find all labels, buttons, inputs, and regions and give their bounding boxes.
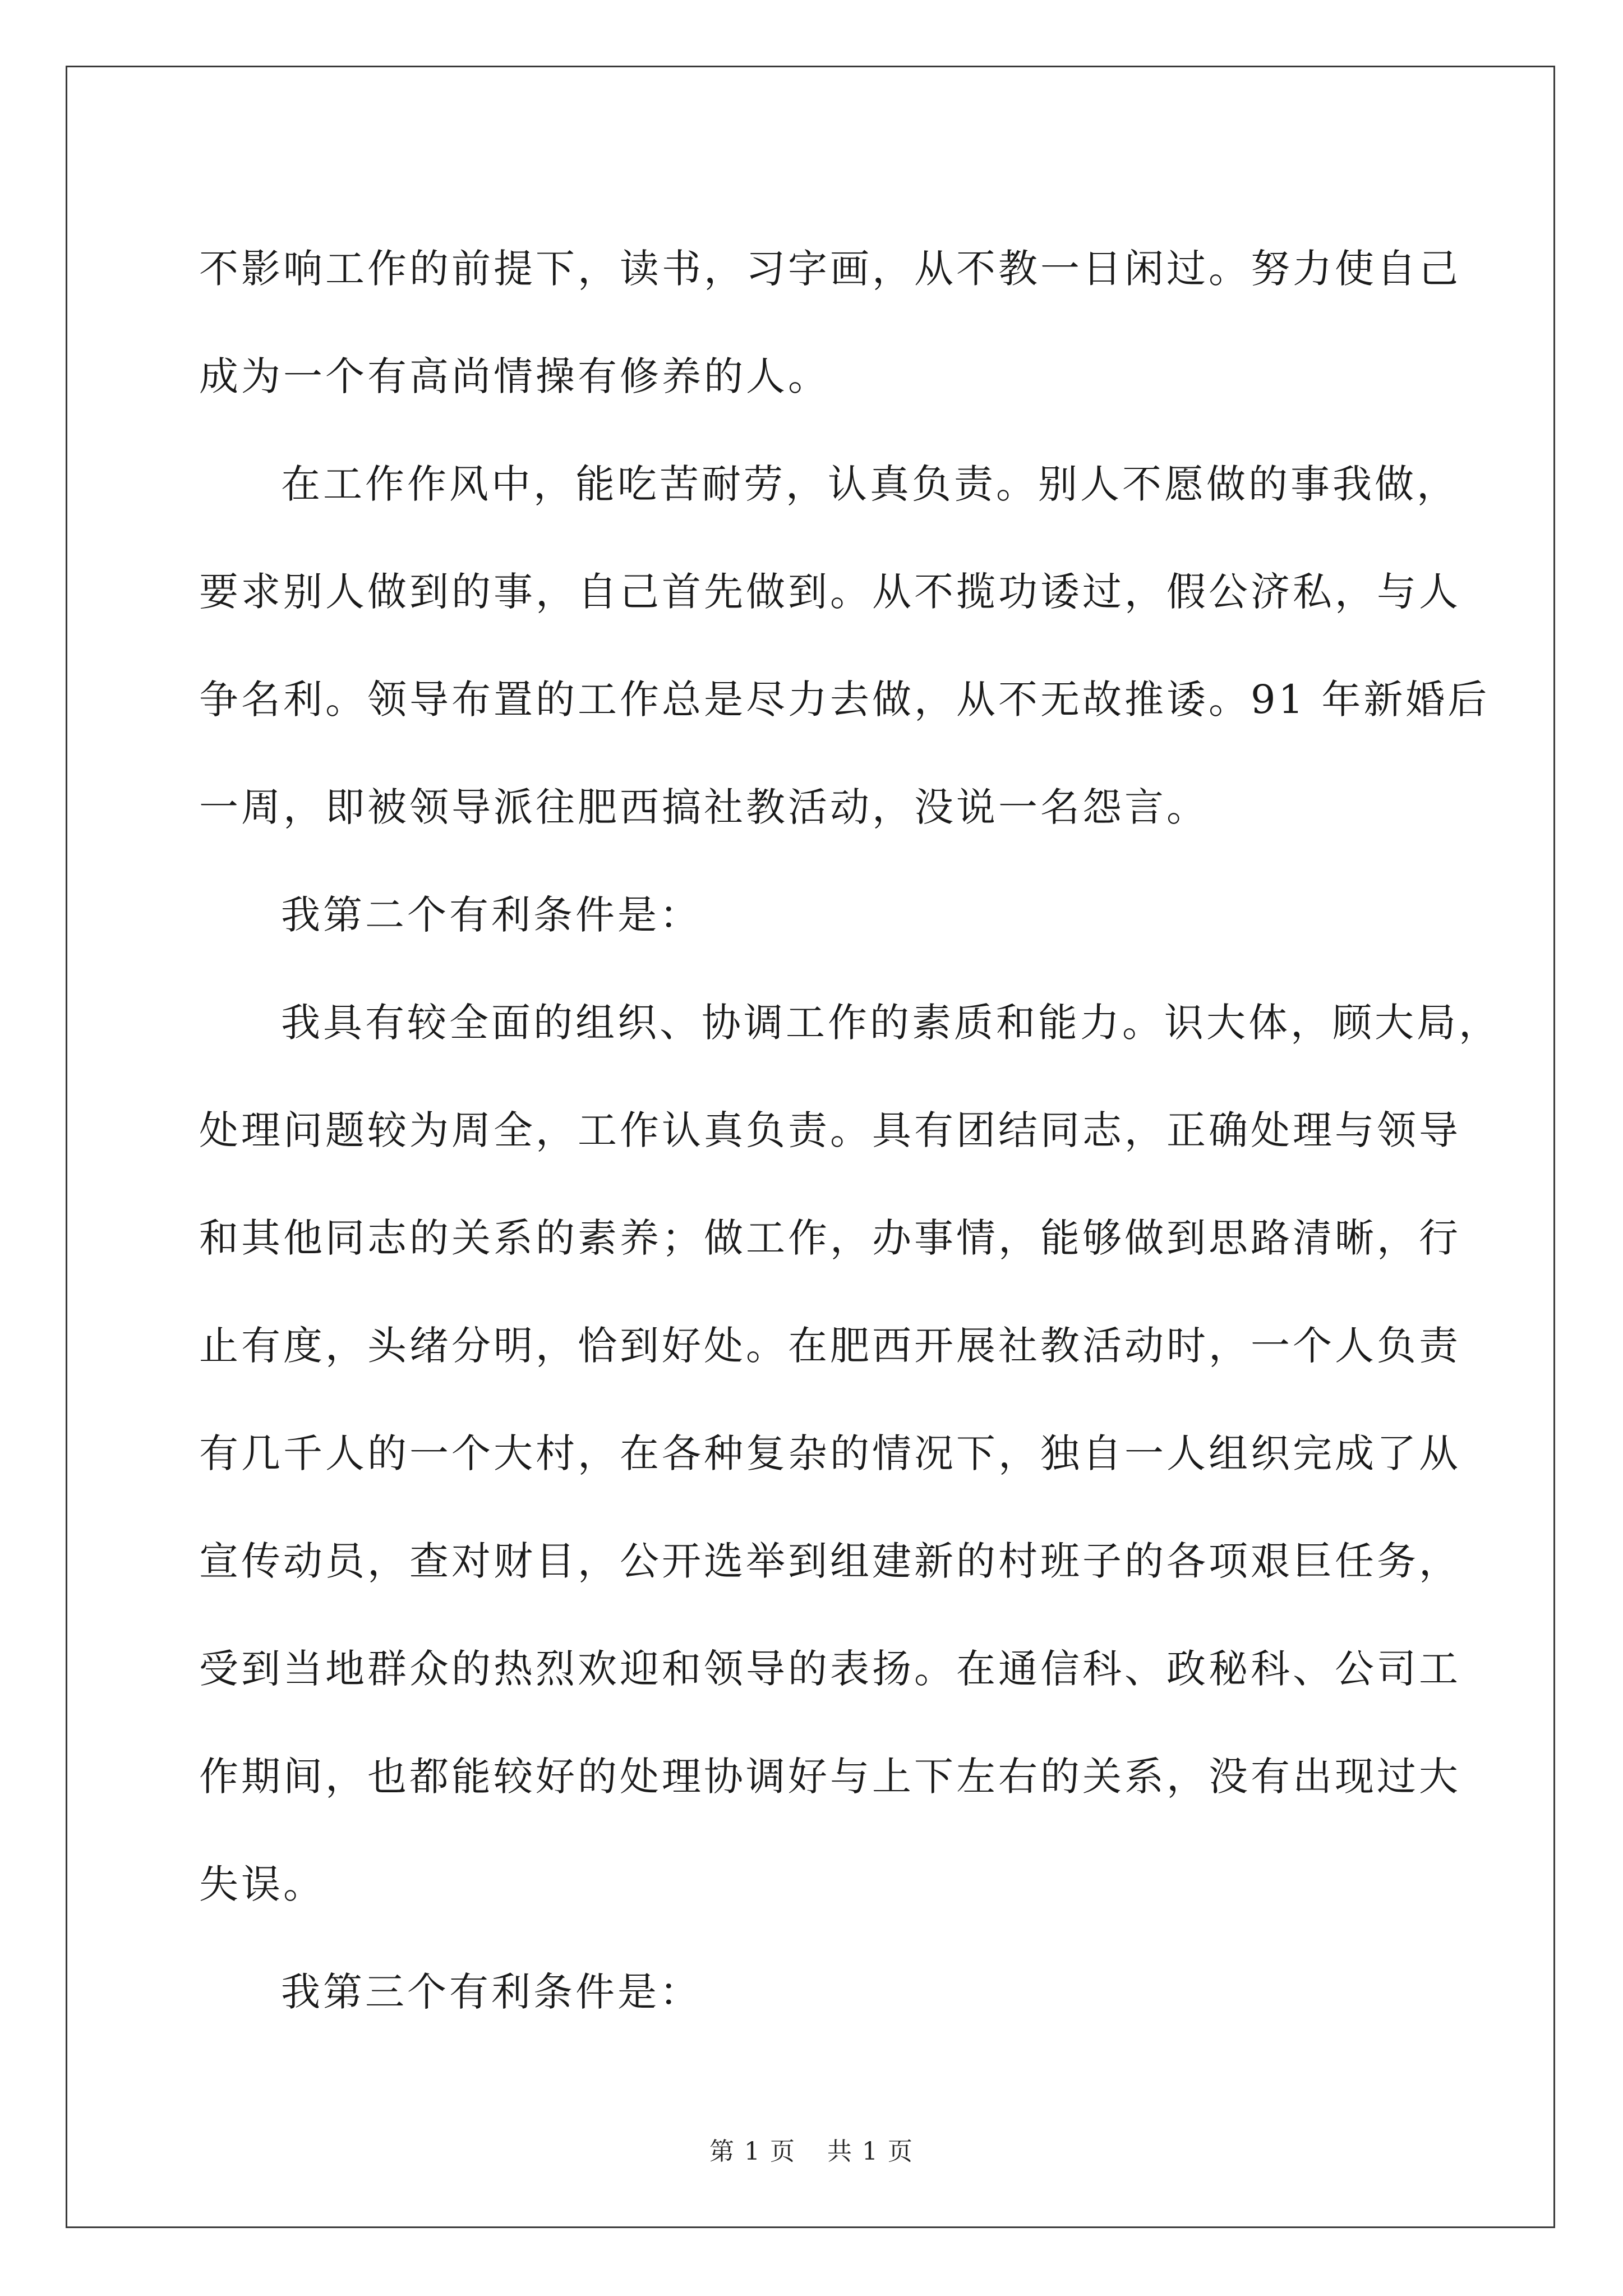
- body-line: 要求别人做到的事，自己首先做到。从不揽功诿过，假公济私，与人: [199, 569, 1461, 615]
- body-line: 争名利。领导布置的工作总是尽力去做，从不无故推诿。91 年新婚后: [199, 677, 1490, 723]
- page-footer: [0, 2135, 1623, 2169]
- body-line: 失误。: [199, 1861, 325, 1907]
- body-line: 处理问题较为周全，工作认真负责。具有团结同志，正确处理与领导: [199, 1107, 1461, 1153]
- body-line: 不影响工作的前提下，读书，习字画，从不教一日闲过。努力使自己: [199, 246, 1461, 292]
- page-number-current: 第 1 页: [709, 2137, 796, 2166]
- body-line: 成为一个有高尚情操有修养的人。: [199, 353, 830, 399]
- document-body: [199, 215, 1501, 2046]
- body-line: 有几千人的一个大村，在各种复杂的情况下，独自一人组织完成了从: [199, 1430, 1461, 1476]
- body-line: 和其他同志的关系的素养；做工作，办事情，能够做到思路清晰，行: [199, 1215, 1461, 1261]
- body-line: 止有度，头绪分明，恰到好处。在肥西开展社教活动时，一个人负责: [199, 1323, 1461, 1369]
- body-line: 在工作作风中，能吃苦耐劳，认真负责。别人不愿做的事我做，: [281, 461, 1459, 507]
- page-number-total: 共 1 页: [827, 2137, 914, 2166]
- body-line: 作期间，也都能较好的处理协调好与上下左右的关系，没有出现过大: [199, 1754, 1461, 1800]
- body-line: 我具有较全面的组织、协调工作的素质和能力。识大体，顾大局，: [281, 1000, 1501, 1046]
- body-line: 我第二个有利条件是：: [281, 892, 702, 938]
- body-line: 我第三个有利条件是：: [281, 1969, 702, 2015]
- body-line: 一周，即被领导派往肥西搞社教活动，没说一名怨言。: [199, 784, 1209, 830]
- body-line: 受到当地群众的热烈欢迎和领导的表扬。在通信科、政秘科、公司工: [199, 1646, 1461, 1692]
- body-line: 宣传动员，查对财目，公开选举到组建新的村班子的各项艰巨任务，: [199, 1538, 1461, 1584]
